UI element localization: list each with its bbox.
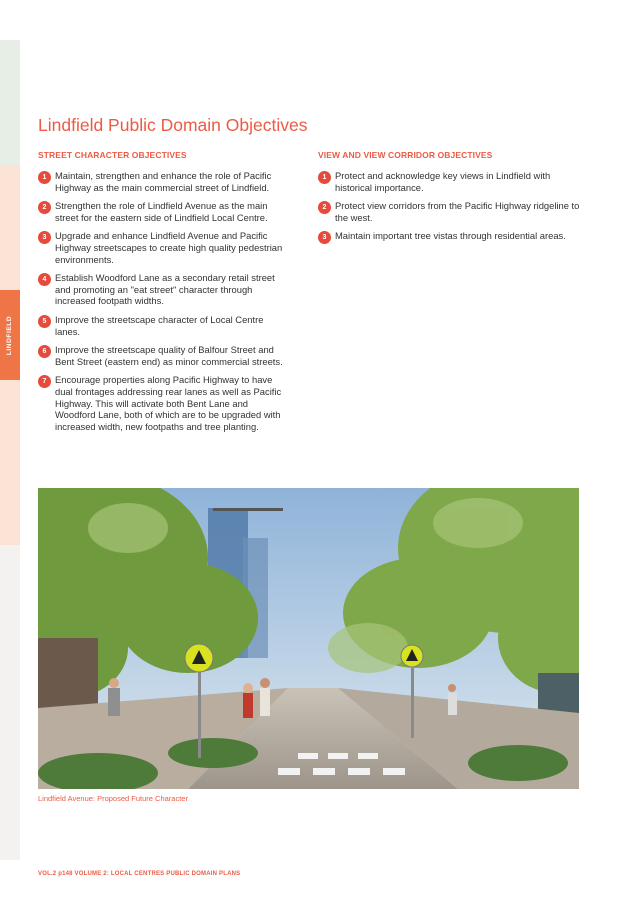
street-character-section bbox=[38, 150, 288, 439]
number-badge: 7 bbox=[38, 375, 51, 388]
side-band-green bbox=[0, 40, 20, 165]
side-band-peach-lower bbox=[0, 380, 20, 545]
objective-item bbox=[38, 272, 288, 307]
side-tab-label: LINDFIELD bbox=[6, 315, 14, 355]
side-band-grey bbox=[0, 545, 20, 860]
objective-item bbox=[318, 230, 588, 244]
objective-item bbox=[38, 344, 288, 367]
objective-text: Protect view corridors from the Pacific Highway ridgeline to the west. bbox=[335, 200, 580, 223]
number-badge: 2 bbox=[38, 201, 51, 214]
objective-text: Maintain important tree vistas through residential areas. bbox=[335, 230, 566, 242]
street-illustration bbox=[38, 488, 579, 789]
view-corridor-section bbox=[318, 150, 588, 251]
street-light-arm bbox=[213, 508, 283, 511]
objective-text: Improve the streetscape character of Local Centre lanes. bbox=[55, 313, 264, 337]
objective-item bbox=[38, 230, 288, 265]
number-badge: 1 bbox=[318, 171, 331, 184]
page-footer: VOL.2 p148 VOLUME 2: LOCAL CENTRES PUBLIC DOMAIN PLANS bbox=[38, 871, 241, 877]
number-badge: 6 bbox=[38, 345, 51, 358]
objective-text: Improve the streetscape quality of Balfour Street and Bent Street (eastern end) as minor commercial streets. bbox=[55, 344, 283, 367]
objective-text: Protect and acknowledge key views in Lindfield with historical importance. bbox=[335, 170, 551, 193]
objective-item bbox=[38, 374, 288, 432]
number-badge: 3 bbox=[318, 231, 331, 244]
objective-item bbox=[38, 170, 288, 193]
sign-pole bbox=[411, 668, 414, 738]
number-badge: 3 bbox=[38, 231, 51, 244]
side-tab-label-wrap bbox=[0, 290, 20, 380]
number-badge: 4 bbox=[38, 273, 51, 286]
street-character-heading: STREET CHARACTER OBJECTIVES bbox=[38, 150, 187, 160]
number-badge: 5 bbox=[38, 315, 51, 328]
objective-item bbox=[38, 314, 288, 337]
sign-pole bbox=[198, 668, 201, 758]
objective-text: Maintain, strengthen and enhance the role of Pacific Highway as the main commercial street of Lindfield. bbox=[55, 170, 272, 193]
objective-text: Upgrade and enhance Lindfield Avenue and Pacific Highway streetscapes to create high quality pedestrian environments. bbox=[55, 230, 283, 265]
street-scene-svg bbox=[38, 488, 579, 789]
side-band-peach bbox=[0, 165, 20, 290]
view-corridor-heading: VIEW AND VIEW CORRIDOR OBJECTIVES bbox=[318, 150, 493, 160]
objective-item bbox=[38, 200, 288, 223]
page-title: Lindfield Public Domain Objectives bbox=[38, 114, 308, 135]
figure-caption: Lindfield Avenue: Proposed Future Character bbox=[38, 794, 188, 803]
objective-text: Strengthen the role of Lindfield Avenue as the main street for the eastern side of Lindfield Local Centre. bbox=[55, 200, 268, 223]
objective-text: Establish Woodford Lane as a secondary retail street and promoting an "eat street" character through increased footpath widths. bbox=[55, 272, 275, 307]
objective-item bbox=[318, 200, 588, 223]
number-badge: 2 bbox=[318, 201, 331, 214]
objective-text: Encourage properties along Pacific Highway to have dual frontages addressing rear lanes as well as Pacific Highway. This will activate both Bent Lane and Woodford Lane, both of which are to be upgraded with increased width, new footpaths and tree planting. bbox=[55, 374, 282, 432]
number-badge: 1 bbox=[38, 171, 51, 184]
objective-item bbox=[318, 170, 588, 193]
